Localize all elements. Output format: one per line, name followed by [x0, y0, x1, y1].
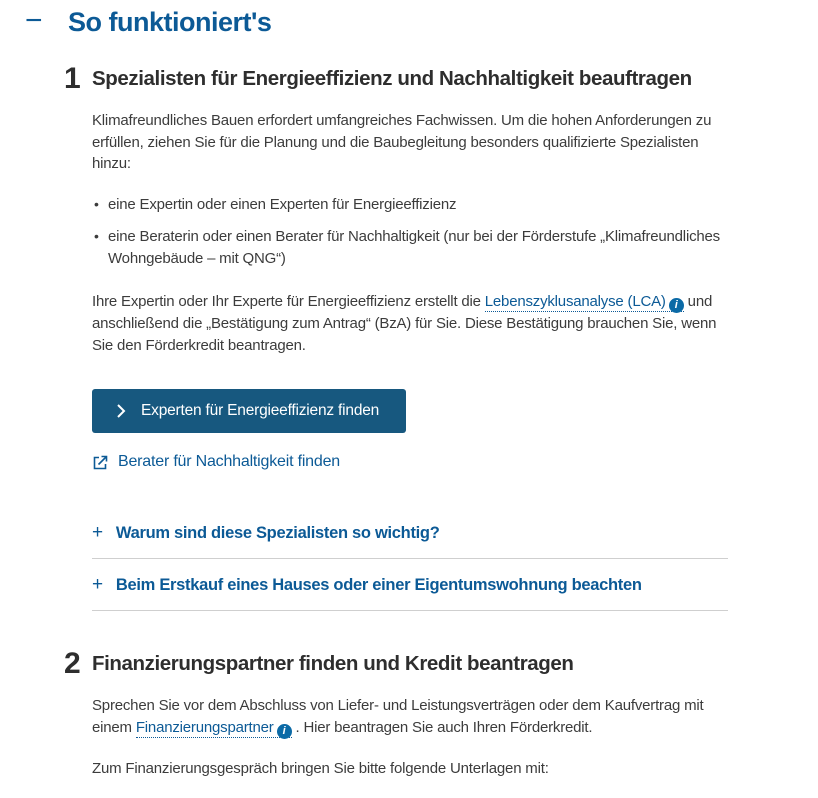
accordion-label: Warum sind diese Spezialisten so wichtig?	[115, 524, 440, 542]
financing-partner-link-label[interactable]: Finanzierungspartner	[135, 718, 274, 736]
find-energy-experts-button[interactable]	[92, 389, 406, 433]
paragraph-text: Sprechen Sie vor dem Abschluss von Liefer- und Leistungsverträgen oder dem Kaufvertrag mit einem	[92, 697, 704, 736]
sustainability-advisor-link[interactable]	[92, 453, 340, 471]
lca-link-label[interactable]: Lebenszyklusanalyse (LCA)	[484, 293, 666, 310]
external-link-icon	[92, 454, 109, 471]
step-1	[64, 64, 728, 611]
step-1-number: 1	[64, 62, 81, 95]
collapse-minus-icon[interactable]: −	[25, 4, 43, 37]
plus-icon: +	[92, 574, 103, 595]
paragraph-text: Ihre Expertin oder Ihr Experte für Energieeffizienz erstellt die	[92, 293, 485, 310]
lca-tooltip-link[interactable]	[485, 293, 684, 312]
info-icon[interactable]: i	[669, 298, 684, 313]
step-1-bullet-list	[92, 194, 728, 270]
section-header	[0, 0, 818, 38]
find-energy-experts-button-label: Experten für Energieeffizienz finden	[141, 402, 380, 419]
step-1-paragraph	[92, 291, 728, 356]
paragraph-text: und anschließend die „Bestätigung zum Antrag“ (BzA) für Sie. Diese Bestätigung brauchen Sie, wenn Sie den Förderkredit beantragen.	[92, 293, 717, 354]
sustainability-advisor-link-label: Berater für Nachhaltigkeit finden	[118, 453, 340, 470]
info-icon[interactable]: i	[277, 724, 292, 739]
financing-partner-tooltip-link[interactable]	[136, 719, 292, 738]
accordion-why-specialists[interactable]	[92, 507, 728, 559]
step-2-number: 2	[64, 647, 81, 680]
bullet-item: • eine Expertin oder einen Experten für Energieeffizienz	[92, 194, 728, 216]
step-1-title: Spezialisten für Energieeffizienz und Nachhaltigkeit beauftragen	[92, 67, 692, 90]
accordion-label: Beim Erstkauf eines Hauses oder einer Eigentumswohnung beachten	[115, 576, 642, 594]
step-2-title: Finanzierungspartner finden und Kredit beantragen	[92, 652, 574, 675]
step-1-intro: Klimafreundliches Bauen erfordert umfangreiches Fachwissen. Um die hohen Anforderungen zu erfüllen, ziehen Sie für die Planung und die Baubegleitung besonders qualifizierte Spezialisten hinzu:	[92, 112, 712, 172]
section-title: So funktioniert's	[68, 7, 272, 37]
chevron-right-icon	[116, 403, 126, 419]
paragraph-text: . Hier beantragen Sie auch Ihren Förderkredit.	[291, 718, 593, 736]
step-2-paragraph	[92, 695, 728, 739]
step-2	[64, 649, 728, 798]
accordion-first-purchase[interactable]	[92, 559, 728, 611]
step-2-closing: Zum Finanzierungsgespräch bringen Sie bitte folgende Unterlagen mit:	[92, 759, 549, 777]
bullet-item: • eine Beraterin oder einen Berater für Nachhaltigkeit (nur bei der Förderstufe „Klimafreundliches Wohngebäude – mit QNG“)	[92, 226, 728, 269]
plus-icon: +	[92, 522, 103, 543]
